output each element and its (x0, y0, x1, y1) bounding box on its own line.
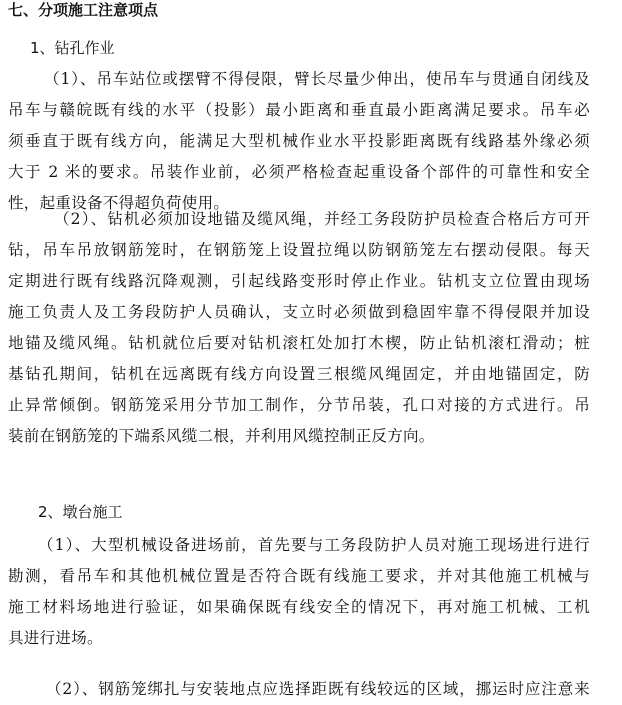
text-line: 勘测，看吊车和其他机械位置是否符合既有线施工要求，并对其他施工机械与 (8, 567, 590, 585)
text-line: 施工负责人及工务段防护人员确认，支立时必须做到稳固牢靠不得侵限并加设 (8, 303, 590, 321)
text-line: （2）、钻机必须加设地锚及缆风绳，并经工务段防护员检查合格后方可开 (54, 210, 590, 228)
text-line: 定期进行既有线路沉降观测，引起线路变形时停止作业。钻机支立位置由现场 (8, 272, 590, 290)
section-heading: 七、分项施工注意项点 (8, 1, 159, 19)
text-line: 须垂直于既有线方向，能满足大型机械作业水平投影距离既有线路基外缘必须 (8, 132, 590, 150)
text-line: 钻，吊车吊放钢筋笼时，在钢筋笼上设置拉绳以防钢筋笼左右摆动侵限。每天 (8, 241, 590, 259)
subsection-title-pier: 2、墩台施工 (38, 503, 123, 521)
paragraph-pier-2 (8, 674, 590, 705)
text-line: 基钻孔期间，钻机在远离既有线方向设置三根缆风绳固定，并由地锚固定，防 (8, 365, 590, 383)
text-line: 吊车与赣皖既有线的水平（投影）最小距离和垂直最小距离满足要求。吊车必 (8, 101, 590, 119)
text-line: （1）、大型机械设备进场前，首先要与工务段防护人员对施工现场进行进行 (38, 536, 590, 554)
text-line: 止异常倾倒。钢筋笼采用分节加工制作，分节吊装，孔口对接的方式进行。吊 (8, 396, 590, 414)
paragraph-drilling-2 (8, 204, 590, 452)
text-line: 大于 2 米的要求。吊装作业前，必须严格检查起重设备个部件的可靠性和安全 (8, 163, 590, 181)
subsection-title-drilling: 1、钻孔作业 (30, 39, 115, 57)
paragraph-drilling-1 (8, 64, 590, 219)
text-line: （2）、钢筋笼绑扎与安装地点应选择距既有线较远的区域，挪运时应注意来 (46, 680, 590, 698)
text-line: 性，起重设备不得超负荷使用。 (8, 194, 230, 212)
text-line: 施工材料场地进行验证，如果确保既有线安全的情况下，再对施工机械、工机 (8, 598, 590, 616)
text-line: 地锚及缆风绳。钻机就位后要对钻机滚杠处加打木楔，防止钻机滚杠滑动；桩 (8, 334, 590, 352)
text-line: 装前在钢筋笼的下端系风缆二根，并利用风缆控制正反方向。 (8, 427, 435, 445)
paragraph-pier-1 (8, 530, 590, 654)
text-line: （1）、吊车站位或摆臂不得侵限，臂长尽量少伸出，使吊车与贯通自闭线及 (44, 70, 590, 88)
text-line: 具进行进场。 (8, 629, 103, 647)
